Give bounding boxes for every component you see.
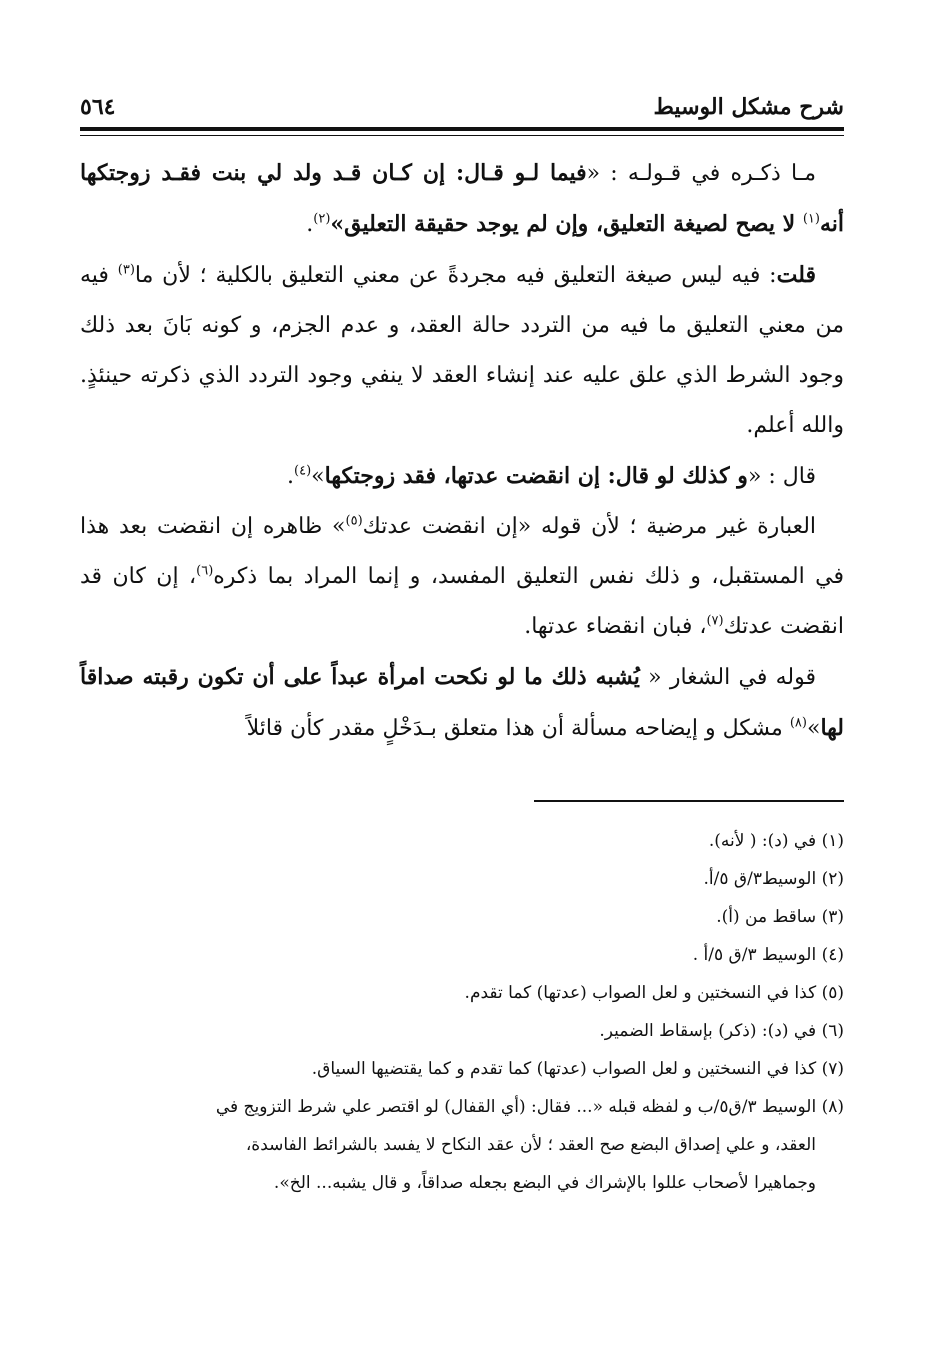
footnotes: [80, 822, 844, 1202]
note-ref-7: (٧): [706, 613, 724, 629]
p2-qultu: قلت: [776, 262, 816, 288]
note-ref-5: (٥): [345, 513, 363, 529]
p5-lead: قوله في الشغار «: [639, 665, 816, 690]
p4-text: العبارة غير مرضية ؛ لأن قوله «إن انقضت عدتك: [362, 514, 817, 539]
p3-close-quote: »: [311, 464, 325, 489]
p1-close-quote: »: [330, 211, 345, 237]
running-title: شرح مشكل الوسيط: [653, 94, 844, 120]
note-ref-8: (٨): [789, 715, 807, 731]
note-ref-3: (٣): [117, 262, 135, 278]
footnote-rule: [534, 800, 844, 802]
p2-text: : فيه ليس صيغة التعليق فيه مجردةً عن معني التعليق بالكلية ؛ لأن ما: [134, 263, 777, 288]
footnote-8-line-2: العقد، و علي إصداق البضع صح العقد ؛ لأن عقد النكاح لا يفسد بالشرائط الفاسدة،: [245, 1135, 816, 1155]
p1-quote: فيما لـو قـال: إن كـان قـد ولد لي بنت فقـد زوجتكها أنه: [80, 160, 844, 237]
p1-lead: مـا ذكـره في قـولـه : «: [586, 161, 816, 186]
p4-text-2: » ظاهره إن انقضت بعد هذا في المستقبل، و ذلك نفس التعليق المفسد، و إنما المراد بما ذكره: [80, 514, 844, 589]
footnote-4: (٤) الوسيط ٣/ق ٥/أ .: [692, 945, 844, 965]
note-ref-6: (٦): [196, 563, 214, 579]
page-header: [80, 92, 844, 126]
footnote-8: (٨) الوسيط ٣/ق٥/ب و لفظه قبله «... فقال: (أي القفال) لو اقتصر علي شرط التزويج في: [215, 1097, 844, 1117]
footnote-5: (٥) كذا في النسختين و لعل الصواب (عدتها) كما تقدم.: [464, 983, 844, 1003]
p1-quote-cont: لا يصح لصيغة التعليق، وإن لم يوجد حقيقة التعليق: [344, 211, 803, 237]
header-rule-thick: [80, 127, 844, 131]
header-rule-thin: [80, 135, 844, 136]
footnote-8-line-3: وجماهيرا لأصحاب عللوا بالإشراك في البضع بجعله صداقاً، و قال يشبه... الخ».: [273, 1173, 816, 1193]
page-number: ٥٦٤: [80, 94, 116, 120]
paragraph-1: [80, 148, 844, 250]
paragraph-4: [80, 502, 844, 652]
note-ref-4: (٤): [294, 463, 312, 479]
footnote-6: (٦) في (د): (ذكر) بإسقاط الضمير.: [599, 1021, 844, 1041]
p4-text-3: ، إن كان قد انقضت عدتك: [80, 564, 844, 639]
note-ref-1: (١): [802, 211, 820, 227]
p2-text-cont: فيه من معني التعليق ما فيه من التردد حالة العقد، و عدم الجزم، و كونه بَانَ بعد ذلك وجود الشرط الذي علق عليه عند إنشاء العقد لا ينفي وجود التردد الذي ذكرته حينئذٍ. والله أعلم.: [80, 263, 844, 438]
p3-end: .: [287, 464, 295, 489]
p3-quote: و كذلك لو قال: إن انقضت عدتها، فقد زوجتكها: [324, 463, 748, 489]
p3-lead: قال : «: [747, 464, 816, 489]
footnote-2: (٢) الوسيط٣/ق ٥/أ.: [703, 869, 844, 889]
p4-text-4: ، فبان انقضاء عدتها.: [524, 614, 707, 639]
paragraph-5: [80, 652, 844, 754]
footnote-3: (٣) ساقط من (أ).: [716, 907, 844, 927]
p5-quote: يُشبه ذلك ما لو نكحت امرأة عبداً على أن تكون رقبته صداقاً لها: [80, 664, 844, 741]
p5-text: مشكل و إيضاحه مسألة أن هذا متعلق بـدَخْلٍ مقدر كأن قائلاً: [246, 716, 790, 741]
p1-end: .: [306, 212, 314, 237]
paragraph-2: [80, 250, 844, 451]
p5-close-quote: »: [806, 716, 821, 741]
paragraph-3: [80, 451, 844, 502]
footnote-1: (١) في (د): ( لأنه).: [708, 831, 844, 851]
note-ref-2: (٢): [313, 211, 331, 227]
main-text: [80, 148, 844, 754]
footnote-7: (٧) كذا في النسختين و لعل الصواب (عدتها) كما تقدم و كما يقتضيها السياق.: [311, 1059, 844, 1079]
